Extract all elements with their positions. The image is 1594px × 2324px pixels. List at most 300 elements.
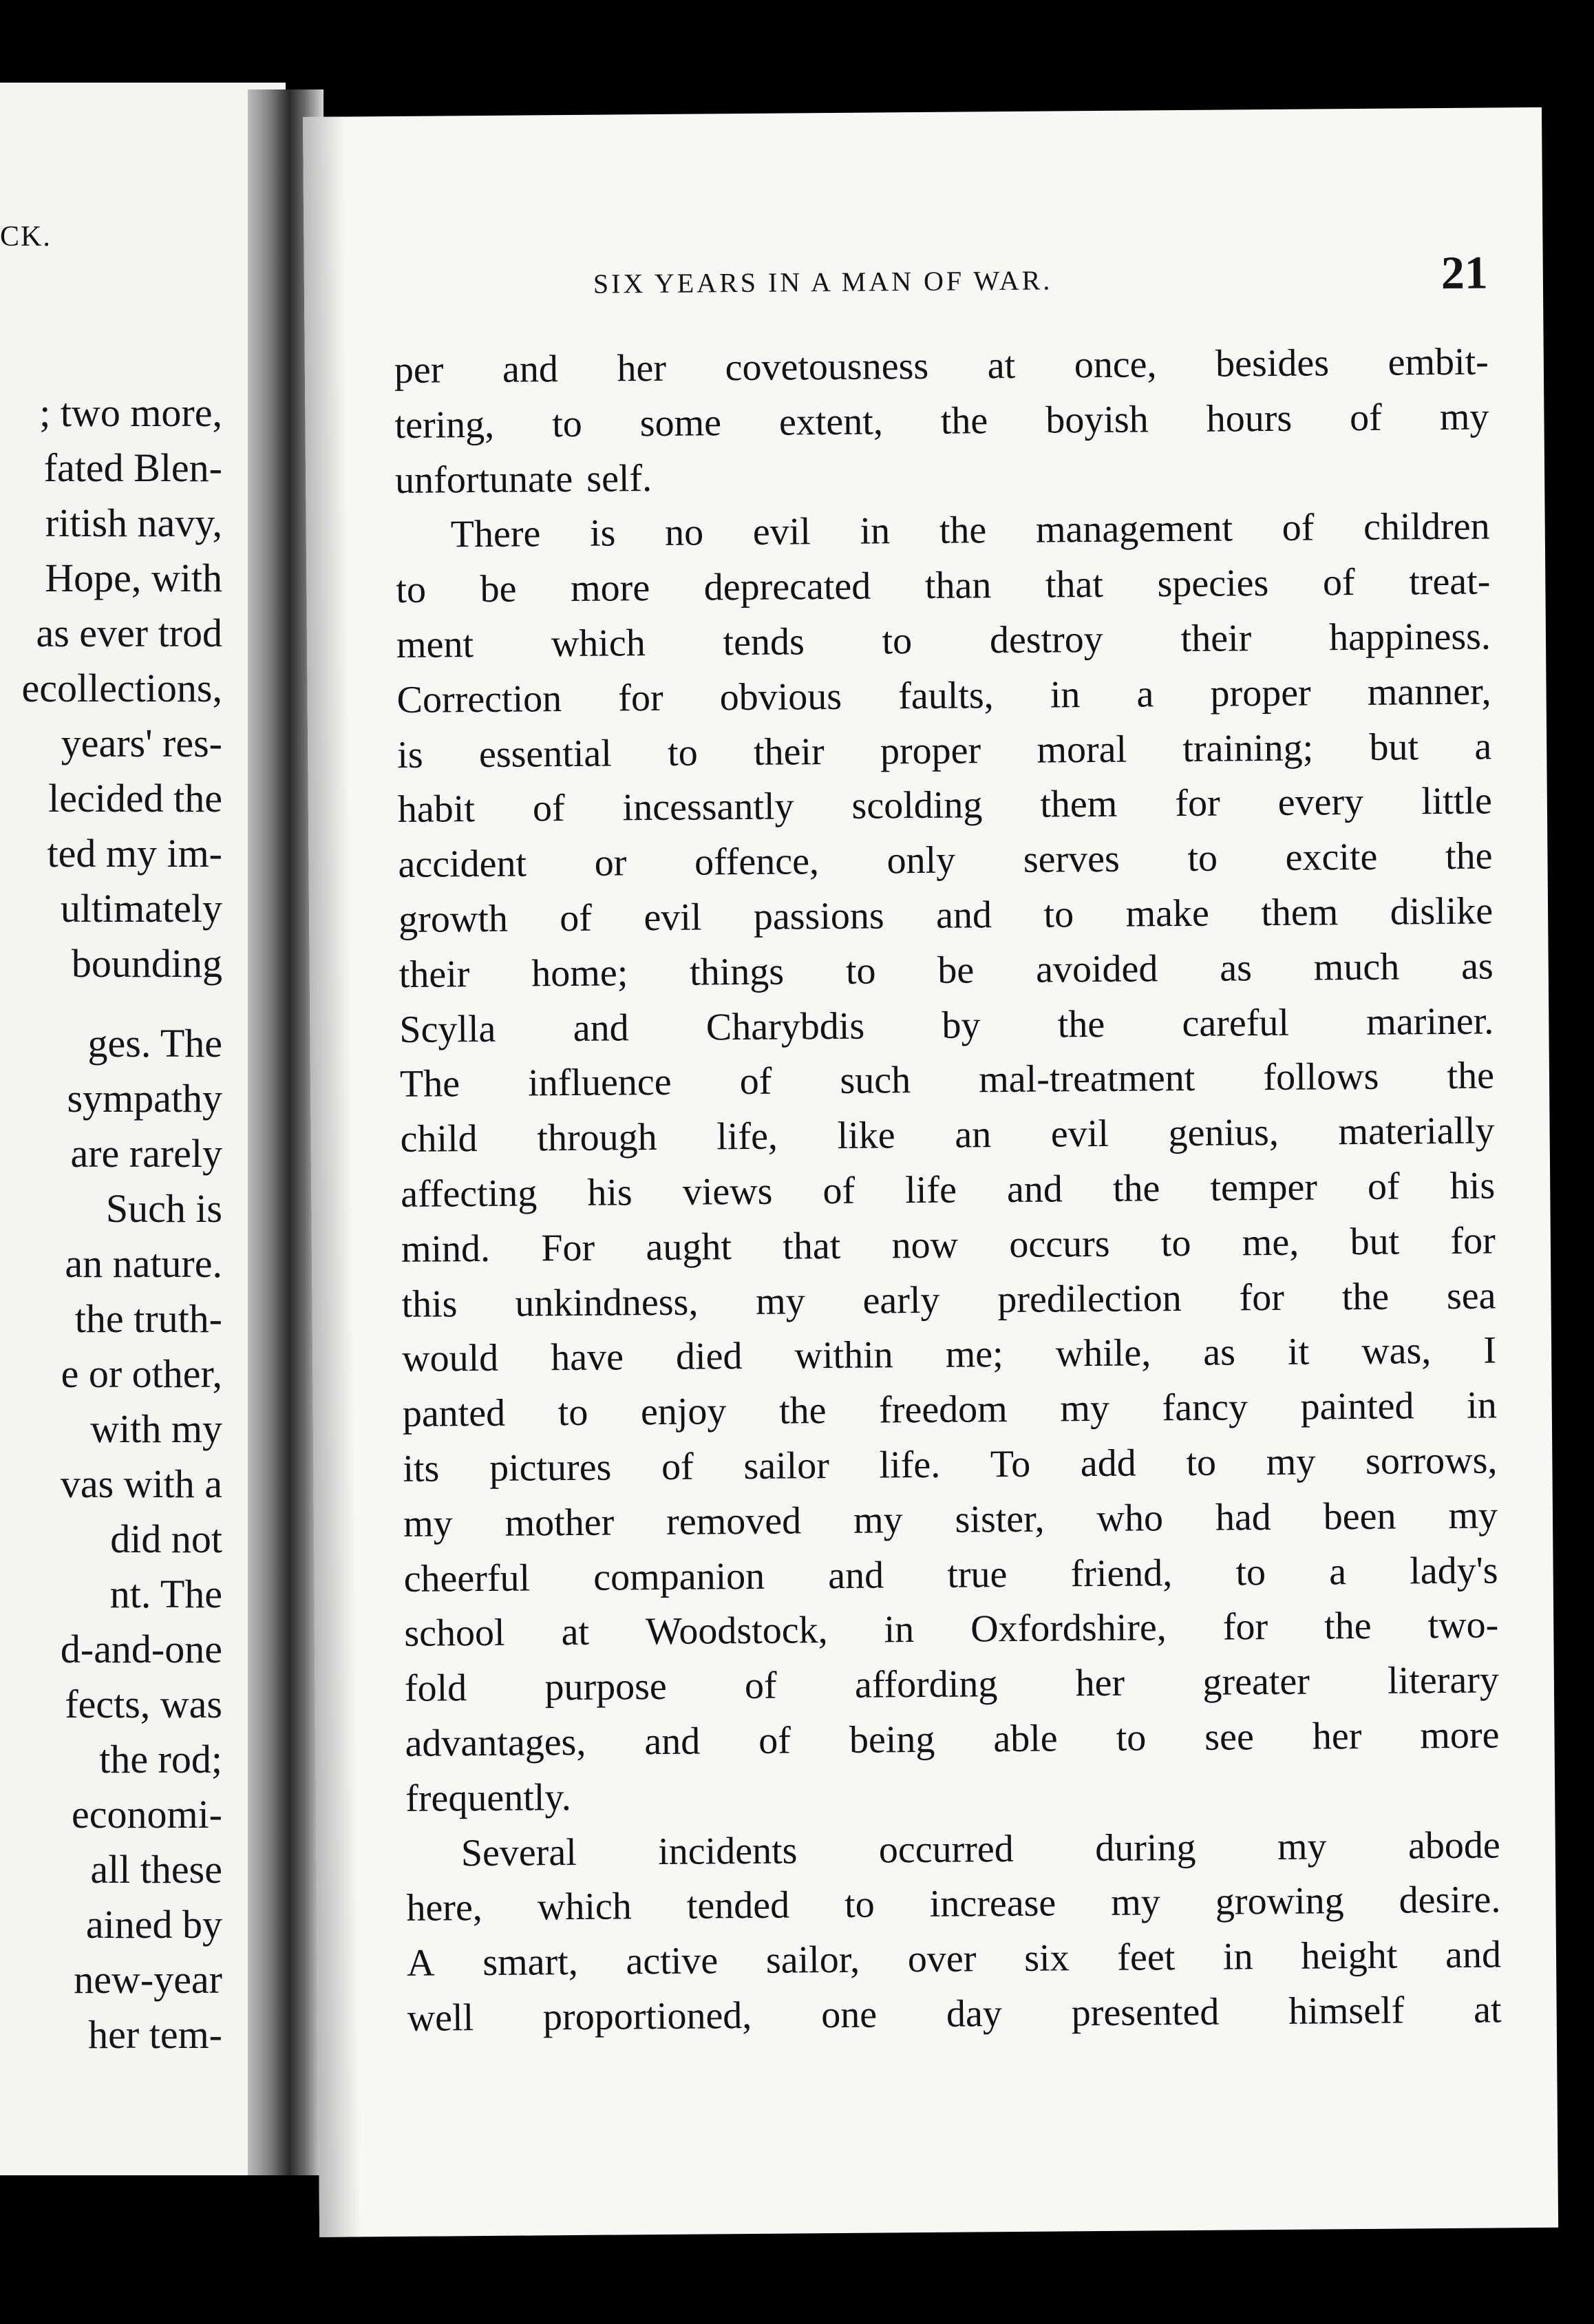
- word: would: [401, 1337, 499, 1381]
- word: the: [1112, 1167, 1160, 1210]
- word: The: [399, 1062, 460, 1106]
- left-line: ultimately: [60, 886, 222, 931]
- word: and: [1006, 1168, 1063, 1211]
- word: deprecated: [703, 564, 871, 609]
- word: essential: [478, 732, 613, 776]
- word: literary: [1387, 1658, 1500, 1702]
- word: which: [551, 622, 646, 666]
- left-page-text: [0, 385, 222, 2062]
- word: things: [689, 950, 785, 994]
- word: two-: [1427, 1603, 1499, 1647]
- word: ment: [396, 623, 474, 666]
- word: pictures: [489, 1446, 612, 1490]
- text-line: [404, 1598, 1499, 1662]
- word: himself: [1288, 1989, 1405, 2033]
- word: embit-: [1388, 340, 1489, 384]
- text-line: [398, 774, 1493, 838]
- text-line: [402, 1324, 1497, 1387]
- word: extent,: [778, 400, 884, 444]
- word: careful: [1182, 1001, 1290, 1045]
- word: of: [1282, 506, 1315, 550]
- word: excite: [1285, 835, 1378, 879]
- word: but: [1350, 1220, 1400, 1263]
- word: There: [450, 512, 541, 556]
- word: the: [1341, 1275, 1390, 1318]
- word: species: [1157, 562, 1269, 606]
- word: once,: [1074, 343, 1157, 387]
- text-line: [405, 1763, 1500, 1826]
- word: a: [1136, 673, 1154, 716]
- word: Scylla: [399, 1007, 496, 1051]
- word: lady's: [1410, 1548, 1498, 1592]
- word: her: [1312, 1714, 1362, 1758]
- word: fold: [404, 1667, 467, 1711]
- word: companion: [593, 1554, 765, 1599]
- text-line: [401, 1159, 1496, 1222]
- word: my: [1060, 1386, 1110, 1430]
- word: growing: [1215, 1879, 1344, 1923]
- word: their: [1180, 617, 1252, 660]
- word: them: [1261, 891, 1339, 935]
- word: his: [587, 1171, 633, 1214]
- word: life: [905, 1168, 957, 1212]
- word: evil: [752, 510, 811, 554]
- word: evil: [644, 896, 702, 940]
- word: serves: [1023, 837, 1120, 881]
- word: mariner.: [1366, 1000, 1494, 1044]
- word: mother: [504, 1501, 615, 1545]
- word: of: [532, 787, 565, 830]
- word: purpose: [544, 1665, 667, 1709]
- word: like: [837, 1114, 895, 1158]
- word: abode: [1407, 1823, 1500, 1867]
- word: to: [1043, 893, 1074, 936]
- word: a: [1474, 725, 1492, 768]
- word: greater: [1202, 1660, 1310, 1704]
- left-line: the rod;: [99, 1737, 222, 1782]
- word: growth: [398, 897, 509, 941]
- word: mal-treatment: [978, 1057, 1196, 1101]
- word: at: [987, 344, 1016, 388]
- word: freedom: [878, 1388, 1008, 1432]
- text-line: [403, 1543, 1498, 1607]
- word: passions: [753, 894, 884, 938]
- word: Oxfordshire,: [970, 1606, 1167, 1651]
- word: proper: [880, 728, 981, 773]
- word: Correction: [396, 677, 562, 721]
- word: affording: [854, 1662, 998, 1707]
- word: was,: [1361, 1329, 1432, 1373]
- word: its: [403, 1447, 440, 1490]
- word: during: [1095, 1826, 1196, 1870]
- left-line: e or other,: [61, 1351, 222, 1396]
- word: predilection: [997, 1276, 1182, 1321]
- word: that: [1045, 563, 1104, 606]
- word: been: [1323, 1494, 1396, 1539]
- word: views: [682, 1170, 773, 1214]
- text-line: [407, 1928, 1502, 1992]
- word: smart,: [482, 1941, 578, 1985]
- text-line: [395, 445, 1490, 508]
- word: me,: [1242, 1221, 1299, 1265]
- word: for: [1239, 1276, 1285, 1319]
- word: home;: [531, 951, 628, 995]
- word: to: [1235, 1550, 1266, 1594]
- word: avoided: [1035, 947, 1158, 991]
- word: no: [664, 511, 704, 555]
- page-number: 21: [1441, 246, 1489, 299]
- word: is: [397, 733, 423, 777]
- word: my: [755, 1279, 805, 1323]
- word: to: [1186, 1441, 1217, 1484]
- word: destroy: [989, 617, 1104, 662]
- word: within: [794, 1333, 893, 1377]
- word: to: [396, 568, 427, 612]
- word: in: [1222, 1935, 1253, 1978]
- left-line: ained by: [85, 1902, 222, 1947]
- left-line: years' res-: [61, 721, 222, 765]
- word: of: [744, 1664, 777, 1708]
- text-line: [396, 555, 1491, 618]
- word: the: [939, 509, 987, 553]
- word: temper: [1210, 1165, 1318, 1209]
- word: early: [862, 1278, 940, 1322]
- word: as: [1219, 946, 1253, 990]
- word: and: [644, 1720, 701, 1764]
- word: my: [403, 1502, 453, 1545]
- word: day: [946, 1992, 1003, 2036]
- word: hours: [1206, 397, 1293, 441]
- left-line: the truth-: [74, 1296, 222, 1341]
- word: I: [1483, 1329, 1497, 1372]
- text-line: [403, 1433, 1498, 1497]
- word: painted: [1300, 1384, 1414, 1428]
- left-line: economi-: [71, 1792, 222, 1837]
- word: occurs: [1009, 1222, 1110, 1266]
- word: to: [1187, 836, 1218, 880]
- text-line: [395, 500, 1490, 563]
- word: my: [1111, 1881, 1161, 1925]
- word: A: [406, 1941, 435, 1985]
- word: happiness.: [1328, 615, 1491, 659]
- left-line: as ever trod: [36, 611, 222, 655]
- word: the: [940, 399, 988, 443]
- word: tended: [686, 1883, 790, 1928]
- text-line: [401, 1269, 1496, 1332]
- word: materially: [1338, 1109, 1495, 1154]
- left-line: ges. The: [87, 1021, 222, 1066]
- word: mind.: [401, 1227, 491, 1271]
- word: my: [853, 1498, 903, 1542]
- word: to: [551, 402, 582, 445]
- word: life.: [879, 1443, 941, 1487]
- word: to: [1116, 1716, 1147, 1760]
- word: his: [1449, 1164, 1496, 1207]
- word: but: [1369, 725, 1419, 769]
- text-line: [400, 1049, 1495, 1112]
- word: management: [1035, 507, 1233, 552]
- word: of: [1322, 561, 1355, 604]
- left-line: Hope, with: [45, 556, 222, 600]
- word: moral: [1037, 728, 1127, 772]
- word: increase: [929, 1881, 1056, 1926]
- text-line: [401, 1214, 1496, 1277]
- left-line: ritish navy,: [45, 500, 222, 545]
- word: life,: [716, 1115, 778, 1159]
- word: the: [1445, 834, 1493, 878]
- word: to: [845, 949, 876, 993]
- text-line: [398, 830, 1493, 893]
- word: Several: [460, 1830, 577, 1874]
- word: sorrows,: [1365, 1439, 1498, 1483]
- word: To: [990, 1442, 1031, 1486]
- word: sister,: [955, 1497, 1045, 1541]
- text-line: [400, 1104, 1495, 1168]
- word: for: [1175, 781, 1220, 825]
- text-line: [396, 664, 1491, 728]
- word: had: [1215, 1495, 1272, 1539]
- left-line: lecided the: [48, 776, 222, 821]
- word: her: [617, 346, 667, 390]
- word: well: [407, 1996, 474, 2040]
- left-line: sympathy: [67, 1076, 222, 1121]
- word: self.: [586, 456, 652, 500]
- body-text: [394, 335, 1502, 2046]
- word: to: [882, 620, 913, 663]
- text-line: [406, 1818, 1501, 1881]
- left-line: ted my im-: [47, 831, 222, 876]
- right-page: [303, 107, 1558, 2237]
- left-line: fated Blen-: [43, 445, 222, 490]
- word: is: [589, 511, 616, 556]
- word: cheerful: [403, 1556, 531, 1601]
- word: affecting: [401, 1172, 538, 1216]
- word: than: [924, 564, 992, 608]
- word: make: [1125, 891, 1210, 936]
- left-line: vas with a: [60, 1461, 222, 1506]
- word: covetousness: [725, 344, 929, 390]
- word: being: [849, 1718, 935, 1762]
- left-line: new-year: [74, 1957, 222, 2002]
- text-line: [403, 1488, 1498, 1552]
- word: me;: [945, 1333, 1003, 1377]
- word: of: [560, 896, 593, 940]
- word: who: [1096, 1496, 1164, 1540]
- text-line: [399, 994, 1494, 1057]
- word: be: [937, 949, 975, 992]
- left-line: with my: [90, 1406, 222, 1451]
- left-line: an nature.: [65, 1241, 222, 1286]
- word: and: [1445, 1933, 1502, 1977]
- word: for: [618, 676, 663, 720]
- text-line: [394, 390, 1489, 453]
- left-page: [0, 83, 286, 2175]
- left-line: fects, was: [65, 1682, 222, 1726]
- word: true: [947, 1552, 1008, 1596]
- word: offence,: [694, 840, 820, 884]
- word: tering,: [394, 403, 495, 447]
- word: of: [758, 1719, 791, 1762]
- word: them: [1040, 783, 1118, 826]
- word: frequently.: [405, 1775, 571, 1820]
- word: in: [884, 1608, 915, 1651]
- word: more: [570, 567, 650, 611]
- text-line: [402, 1379, 1497, 1442]
- left-running-head: CK.: [0, 221, 52, 253]
- word: proper: [1210, 671, 1311, 715]
- word: influence: [527, 1061, 672, 1105]
- word: their: [398, 952, 470, 996]
- word: at: [1473, 1988, 1502, 2031]
- word: accident: [398, 842, 527, 887]
- word: friend,: [1070, 1551, 1173, 1595]
- word: able: [993, 1717, 1058, 1761]
- word: my: [1448, 1494, 1498, 1537]
- word: such: [840, 1059, 911, 1103]
- word: tends: [723, 620, 805, 664]
- word: besides: [1215, 341, 1330, 385]
- word: Charybdis: [705, 1004, 865, 1049]
- word: here,: [406, 1886, 483, 1930]
- text-line: [406, 1873, 1501, 1936]
- word: unkindness,: [515, 1280, 699, 1325]
- word: occurred: [878, 1827, 1014, 1872]
- text-line: [398, 939, 1494, 1002]
- word: evil: [1050, 1112, 1109, 1156]
- left-line: ; two more,: [39, 390, 222, 435]
- word: every: [1277, 781, 1364, 825]
- word: feet: [1117, 1936, 1176, 1979]
- word: the: [1324, 1605, 1372, 1648]
- running-title: SIX YEARS IN A MAN OF WAR.: [593, 264, 1053, 299]
- word: much: [1313, 945, 1400, 989]
- word: treat-: [1408, 560, 1491, 604]
- word: this: [401, 1282, 458, 1326]
- word: genius,: [1168, 1111, 1279, 1155]
- word: advantages,: [405, 1720, 586, 1765]
- word: presented: [1071, 1990, 1220, 2035]
- word: my: [1266, 1440, 1316, 1484]
- word: her: [1075, 1661, 1125, 1705]
- page-header: [394, 245, 1489, 315]
- word: sailor,: [765, 1938, 860, 1982]
- word: to: [557, 1391, 588, 1435]
- word: be: [480, 567, 517, 611]
- word: training;: [1182, 726, 1314, 770]
- text-line: [396, 609, 1491, 673]
- word: For: [541, 1226, 595, 1270]
- left-line: her tem-: [88, 2012, 222, 2057]
- word: six: [1023, 1936, 1070, 1980]
- left-line: d-and-one: [60, 1627, 222, 1671]
- word: dislike: [1390, 889, 1494, 933]
- word: panted: [402, 1391, 506, 1436]
- text-line: [397, 719, 1492, 783]
- word: as: [1203, 1331, 1236, 1375]
- left-line: Such is: [105, 1186, 222, 1231]
- left-line: nt. The: [109, 1572, 222, 1616]
- word: as: [1460, 944, 1494, 988]
- word: obvious: [719, 675, 842, 719]
- word: or: [594, 841, 627, 885]
- word: follows: [1263, 1055, 1379, 1099]
- word: to: [844, 1883, 875, 1927]
- word: incessantly: [622, 785, 794, 830]
- word: an: [955, 1113, 992, 1156]
- word: and: [502, 348, 559, 391]
- word: removed: [666, 1499, 802, 1543]
- word: incidents: [657, 1828, 798, 1873]
- word: aught: [646, 1225, 732, 1269]
- word: at: [561, 1611, 590, 1654]
- word: my: [1439, 395, 1489, 439]
- word: height: [1301, 1934, 1398, 1978]
- word: habit: [397, 788, 476, 832]
- word: children: [1363, 505, 1490, 549]
- word: my: [1277, 1824, 1327, 1868]
- word: and: [828, 1553, 884, 1597]
- word: faults,: [897, 673, 994, 718]
- text-line: [407, 1983, 1502, 2046]
- word: fancy: [1162, 1386, 1248, 1430]
- left-line: ecollections,: [21, 666, 222, 710]
- word: and: [573, 1006, 629, 1050]
- word: now: [891, 1223, 959, 1267]
- word: unfortunate: [394, 457, 573, 502]
- word: only: [886, 838, 956, 883]
- word: through: [537, 1116, 657, 1160]
- left-line: bounding: [71, 941, 222, 986]
- word: one: [820, 1993, 878, 2037]
- word: sailor: [743, 1444, 830, 1488]
- word: for: [1222, 1605, 1268, 1649]
- word: it: [1287, 1330, 1310, 1374]
- word: that: [783, 1224, 841, 1268]
- word: their: [753, 730, 825, 774]
- word: see: [1204, 1715, 1255, 1759]
- word: a: [1328, 1550, 1347, 1593]
- word: enjoy: [640, 1390, 727, 1434]
- word: to: [667, 731, 698, 774]
- text-line: [398, 884, 1494, 947]
- word: child: [400, 1117, 478, 1161]
- word: in: [1466, 1384, 1497, 1427]
- word: of: [1367, 1165, 1400, 1208]
- word: the: [1057, 1002, 1105, 1046]
- word: over: [907, 1937, 977, 1981]
- word: manner,: [1367, 670, 1491, 714]
- word: to: [1160, 1221, 1191, 1265]
- word: some: [639, 401, 722, 445]
- word: per: [394, 348, 444, 392]
- word: of: [739, 1060, 772, 1103]
- word: desire.: [1399, 1878, 1501, 1922]
- word: boyish: [1045, 398, 1149, 442]
- word: school: [404, 1612, 505, 1656]
- word: in: [1050, 673, 1081, 717]
- word: of: [661, 1445, 694, 1488]
- word: little: [1421, 779, 1493, 823]
- word: died: [675, 1335, 743, 1379]
- word: proportioned,: [542, 1994, 752, 2039]
- word: by: [942, 1003, 981, 1047]
- word: the: [778, 1389, 827, 1433]
- word: sea: [1446, 1274, 1496, 1318]
- word: for: [1450, 1219, 1496, 1263]
- text-line: [405, 1654, 1500, 1717]
- word: while,: [1055, 1331, 1151, 1375]
- word: which: [537, 1885, 632, 1929]
